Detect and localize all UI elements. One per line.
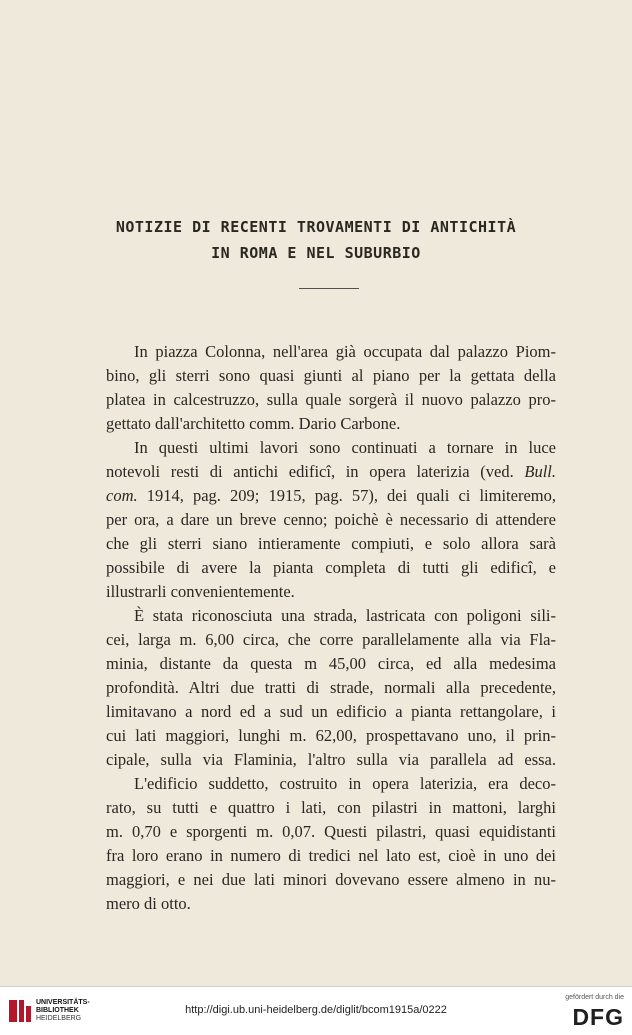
- body-line: illustrarli convenientemente.: [106, 582, 295, 601]
- body-line: platea in calcestruzzo, sulla quale sorgerà il nuovo palazzo pro-: [106, 390, 556, 409]
- body-line: rato, su tutti e quattro i lati, con pilastri in mattoni, larghi: [106, 798, 556, 817]
- citation-italic: com.: [106, 486, 138, 505]
- body-line: limitavano a nord ed a sud un edificio a pianta rettangolare, i: [106, 702, 556, 721]
- citation-italic: Bull.: [524, 462, 556, 481]
- body-line: per ora, a dare un breve cenno; poichè è necessario di attendere: [106, 510, 556, 529]
- body-line: minia, distante da questa m 45,00 circa, ed alla medesima: [106, 654, 556, 673]
- body-line: In piazza Colonna, nell'area già occupata dal palazzo Piom-: [134, 342, 556, 361]
- body-line: cui lati maggiori, lunghi m. 62,00, prospettavano uno, il prin-: [106, 726, 556, 745]
- body-line: profondità. Altri due tratti di strade, normali alla precedente,: [106, 678, 556, 697]
- body-line: In questi ultimi lavori sono continuati a tornare in luce: [134, 438, 556, 457]
- body-line: cei, larga m. 6,00 circa, che corre parallelamente alla via Fla-: [106, 630, 556, 649]
- body-line: maggiori, e nei due lati minori dovevano essere almeno in nu-: [106, 870, 556, 889]
- permalink-url[interactable]: http://digi.ub.uni-heidelberg.de/diglit/bcom1915a/0222: [185, 1004, 447, 1016]
- body-text: notevoli resti di antichi edificî, in opera laterizia (ved.: [106, 462, 525, 481]
- body-line: [106, 484, 556, 508]
- library-name-line-2: BIBLIOTHEK: [36, 1007, 79, 1014]
- body-line: cipale, sulla via Flaminia, l'altro sulla via parallela ad essa.: [106, 750, 556, 769]
- body-line: possibile di avere la pianta completa di tutti gli edificî, e: [106, 558, 556, 577]
- body-line: gettato dall'architetto comm. Dario Carbone.: [106, 414, 401, 433]
- body-line: che gli sterri siano intieramente compiuti, e solo allora sarà: [106, 534, 556, 553]
- body-line: È stata riconosciuta una strada, lastricata con poligoni sili-: [134, 606, 556, 625]
- library-name-line-1: UNIVERSITÄTS-: [36, 999, 90, 1006]
- body-line: [106, 460, 556, 484]
- article-title-line-2: IN ROMA E NEL SUBURBIO: [211, 244, 421, 262]
- body-line: mero di otto.: [106, 894, 191, 913]
- body-line: L'edificio suddetto, costruito in opera laterizia, era deco-: [134, 774, 556, 793]
- body-text: 1914, pag. 209; 1915, pag. 57), dei quali ci limiteremo,: [137, 486, 556, 505]
- viewer-footer: [0, 986, 632, 1035]
- body-line: fra loro erano in numero di tredici nel lato est, cioè in uno dei: [106, 846, 556, 865]
- body-line: m. 0,70 e sporgenti m. 0,07. Questi pilastri, quasi equidistanti: [106, 822, 556, 841]
- dfg-logo[interactable]: DFG: [572, 1004, 624, 1030]
- article-title-line-1: NOTIZIE DI RECENTI TROVAMENTI DI ANTICHITÀ: [115, 218, 517, 236]
- library-name-line-3: HEIDELBERG: [36, 1015, 82, 1022]
- body-line: bino, gli sterri sono quasi giunti al piano per la gettata della: [106, 366, 556, 385]
- funding-note: gefördert durch die: [565, 994, 624, 1001]
- title-divider: [299, 288, 359, 289]
